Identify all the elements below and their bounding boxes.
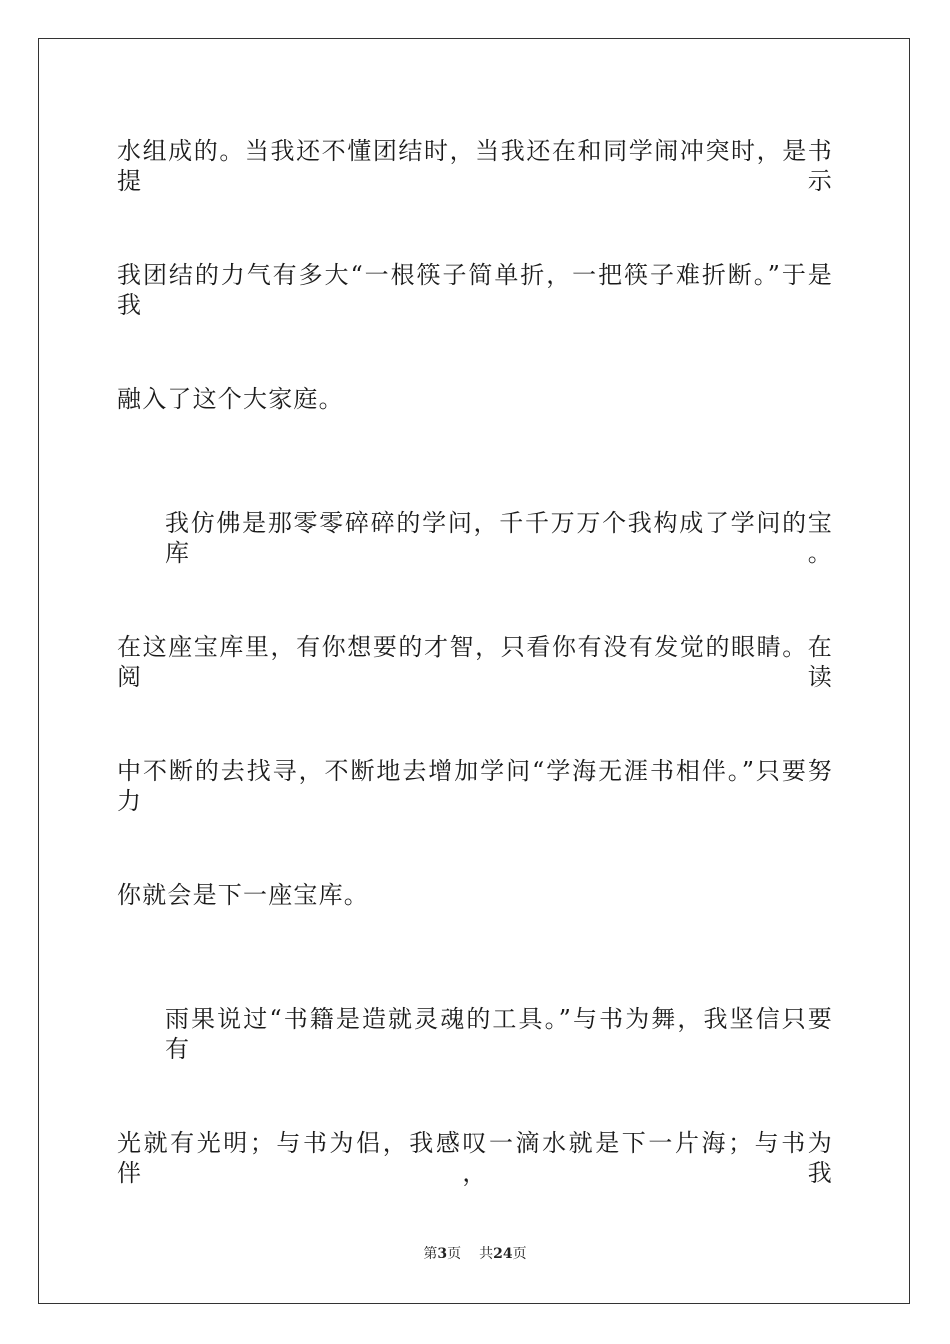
text-line-1: 水组成的。当我还不懂团结时，当我还在和同学闹冲突时，是书提示 xyxy=(117,137,833,195)
page-number: 3 xyxy=(437,1246,448,1262)
text-line-5: 在这座宝库里，有你想要的才智，只看你有没有发觉的眼睛。在阅读 xyxy=(117,633,833,691)
text-line-7: 你就会是下一座宝库。 xyxy=(117,881,369,909)
text-line-8: 雨果说过“书籍是造就灵魂的工具。”与书为舞，我坚信只要有 xyxy=(165,1005,833,1063)
text-line-3: 融入了这个大家庭。 xyxy=(117,385,344,413)
text-line-2: 我团结的力气有多大“一根筷子简单折，一把筷子难折断。”于是我 xyxy=(117,261,833,319)
text-line-4: 我仿佛是那零零碎碎的学问，千千万万个我构成了学问的宝库。 xyxy=(165,509,833,567)
text-line-6: 中不断的去找寻，不断地去增加学问“学海无涯书相伴。”只要努力 xyxy=(117,757,833,815)
total-pages: 24 xyxy=(493,1246,513,1262)
page-footer xyxy=(0,1245,950,1263)
page-suffix: 页 xyxy=(447,1246,462,1262)
total-suffix: 页 xyxy=(512,1246,527,1262)
total-prefix: 共 xyxy=(479,1246,494,1262)
page-prefix: 第 xyxy=(423,1246,438,1262)
text-line-9: 光就有光明；与书为侣，我感叹一滴水就是下一片海；与书为伴，我 xyxy=(117,1129,833,1187)
